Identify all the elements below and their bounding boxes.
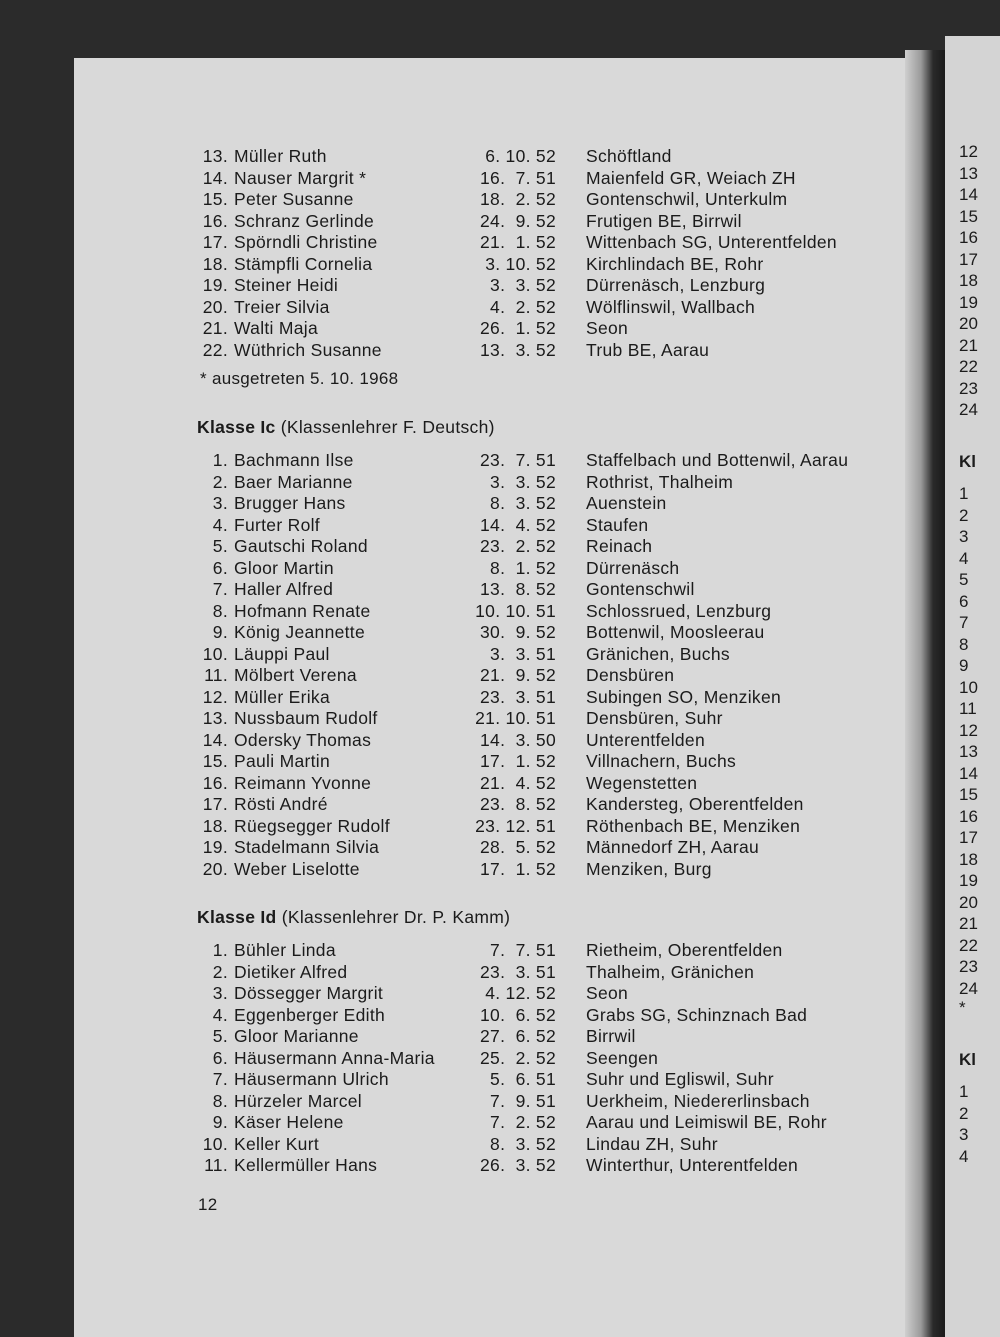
hometown-residence: Wegenstetten bbox=[586, 772, 698, 793]
birth-date: 8. 3. 52 bbox=[490, 1133, 556, 1154]
student-name: Dietiker Alfred bbox=[234, 961, 348, 982]
next-page-number: 22 bbox=[959, 357, 978, 376]
hometown-residence: Densbüren bbox=[586, 665, 675, 685]
student-name: Müller Erika bbox=[234, 686, 330, 707]
hometown-residence: Winterthur, Unterentfelden bbox=[586, 1155, 799, 1175]
hometown-residence: Wölflinswil, Wallbach bbox=[586, 296, 756, 317]
table-row bbox=[198, 514, 898, 536]
next-page-number: 14 bbox=[959, 763, 978, 783]
next-page-edge bbox=[945, 36, 1000, 1337]
student-name: Walti Maja bbox=[234, 318, 319, 338]
table-row bbox=[198, 793, 898, 815]
student-name: Nauser Margrit * bbox=[234, 167, 367, 188]
birth-date: 21. 1. 52 bbox=[480, 232, 556, 252]
row-number: 13. bbox=[202, 708, 228, 728]
table-row bbox=[198, 339, 898, 361]
student-name: Müller Ruth bbox=[234, 146, 327, 166]
next-page-number: 4 bbox=[959, 1146, 969, 1166]
row-number: 1. bbox=[212, 450, 228, 470]
table-row bbox=[198, 621, 898, 643]
row-number: 17. bbox=[202, 232, 228, 252]
table-row bbox=[198, 1111, 898, 1133]
student-name: Bachmann Ilse bbox=[234, 450, 354, 470]
birth-date: 23. 8. 52 bbox=[480, 794, 556, 814]
next-page-number: 12 bbox=[959, 720, 978, 740]
student-name: Schranz Gerlinde bbox=[234, 210, 375, 231]
student-name: Peter Susanne bbox=[234, 189, 354, 209]
next-page-number: 1 bbox=[959, 1082, 969, 1101]
birth-date: 23. 3. 51 bbox=[480, 686, 556, 707]
student-name: Läuppi Paul bbox=[234, 643, 330, 664]
birth-date: 8. 3. 52 bbox=[490, 493, 556, 513]
next-page-number: 3 bbox=[959, 1125, 969, 1144]
table-row bbox=[198, 1154, 898, 1176]
row-number: 16. bbox=[202, 772, 228, 793]
student-name: Odersky Thomas bbox=[234, 729, 372, 750]
table-row bbox=[198, 167, 898, 189]
row-number: 20. bbox=[202, 858, 228, 879]
hometown-residence: Rothrist, Thalheim bbox=[586, 471, 734, 492]
row-number: 15. bbox=[202, 751, 228, 771]
next-page-number: 4 bbox=[959, 548, 969, 568]
row-number: 22. bbox=[202, 339, 228, 360]
birth-date: 7. 7. 51 bbox=[490, 940, 556, 960]
row-number: 12. bbox=[202, 686, 228, 707]
row-number: 15. bbox=[202, 189, 228, 209]
next-page-heading: Kl bbox=[959, 1050, 976, 1069]
hometown-residence: Seon bbox=[586, 983, 629, 1003]
next-page-number: 20 bbox=[959, 314, 978, 333]
birth-date: 3. 3. 52 bbox=[490, 275, 556, 295]
table-row bbox=[198, 707, 898, 729]
class-teacher: (Klassenlehrer F. Deutsch) bbox=[280, 417, 495, 437]
next-page-number: 11 bbox=[959, 699, 977, 718]
class-teacher: (Klassenlehrer Dr. P. Kamm) bbox=[281, 907, 511, 927]
student-name: Treier Silvia bbox=[234, 296, 330, 317]
hometown-residence: Uerkheim, Niedererlinsbach bbox=[586, 1090, 810, 1111]
scanner-background-left bbox=[0, 0, 74, 1337]
table-row bbox=[198, 858, 898, 880]
row-number: 9. bbox=[212, 622, 228, 642]
hometown-residence: Seon bbox=[586, 318, 629, 338]
table-row bbox=[198, 1090, 898, 1112]
birth-date: 27. 6. 52 bbox=[480, 1026, 556, 1046]
student-name: Dössegger Margrit bbox=[234, 983, 384, 1003]
table-row bbox=[198, 557, 898, 579]
birth-date: 10. 10. 51 bbox=[475, 600, 556, 621]
birth-date: 25. 2. 52 bbox=[480, 1047, 556, 1068]
row-number: 10. bbox=[202, 643, 228, 664]
student-name: Baer Marianne bbox=[234, 471, 353, 492]
hometown-residence: Frutigen BE, Birrwil bbox=[586, 210, 742, 231]
table-row bbox=[198, 1068, 898, 1090]
student-name: Keller Kurt bbox=[234, 1133, 319, 1154]
birth-date: 14. 3. 50 bbox=[480, 729, 556, 750]
student-name: Haller Alfred bbox=[234, 579, 334, 599]
next-page-number: 13 bbox=[959, 742, 978, 761]
table-row bbox=[198, 772, 898, 794]
birth-date: 10. 6. 52 bbox=[480, 1004, 556, 1025]
hometown-residence: Gontenschwil, Unterkulm bbox=[586, 189, 788, 209]
birth-date: 3. 10. 52 bbox=[485, 253, 556, 274]
student-name: Mölbert Verena bbox=[234, 665, 357, 685]
row-number: 13. bbox=[202, 146, 228, 166]
next-page-number: 9 bbox=[959, 656, 969, 675]
table-row bbox=[198, 231, 898, 253]
birth-date: 23. 3. 51 bbox=[480, 961, 556, 982]
hometown-residence: Auenstein bbox=[586, 493, 667, 513]
student-name: Gloor Marianne bbox=[234, 1026, 359, 1046]
hometown-residence: Dürrenäsch bbox=[586, 557, 680, 578]
student-name: Weber Liselotte bbox=[234, 858, 360, 879]
birth-date: 14. 4. 52 bbox=[480, 514, 556, 535]
student-name: Rösti André bbox=[234, 794, 328, 814]
next-page-number: 21 bbox=[959, 335, 978, 355]
next-page-number: 3 bbox=[959, 527, 969, 546]
table-row bbox=[198, 145, 898, 167]
next-page-number: 22 bbox=[959, 935, 978, 955]
birth-date: 5. 6. 51 bbox=[490, 1069, 556, 1089]
table-row bbox=[198, 686, 898, 708]
birth-date: 8. 1. 52 bbox=[490, 557, 556, 578]
next-page-number: 19 bbox=[959, 292, 978, 312]
table-row bbox=[198, 449, 898, 471]
student-name: Kellermüller Hans bbox=[234, 1155, 378, 1175]
hometown-residence: Rietheim, Oberentfelden bbox=[586, 940, 783, 960]
row-number: 14. bbox=[202, 167, 228, 188]
birth-date: 13. 8. 52 bbox=[480, 579, 556, 599]
next-page-heading: Kl bbox=[959, 452, 976, 471]
row-number: 14. bbox=[202, 729, 228, 750]
row-number: 10. bbox=[202, 1133, 228, 1154]
next-page-number: 19 bbox=[959, 871, 978, 890]
row-number: 2. bbox=[212, 471, 228, 492]
next-page-number: 8 bbox=[959, 634, 969, 654]
table-row bbox=[198, 664, 898, 686]
row-number: 18. bbox=[202, 253, 228, 274]
next-page-number: 1 bbox=[959, 484, 969, 503]
birth-date: 21. 10. 51 bbox=[475, 708, 556, 728]
table-row bbox=[198, 210, 898, 232]
hometown-residence: Trub BE, Aarau bbox=[586, 339, 710, 360]
birth-date: 23. 2. 52 bbox=[480, 536, 556, 556]
hometown-residence: Reinach bbox=[586, 536, 653, 556]
hometown-residence: Densbüren, Suhr bbox=[586, 708, 723, 728]
next-page-number: 21 bbox=[959, 914, 978, 933]
next-page-number: 16 bbox=[959, 228, 978, 247]
table-row bbox=[198, 961, 898, 983]
table-row bbox=[198, 1025, 898, 1047]
birth-date: 13. 3. 52 bbox=[480, 339, 556, 360]
birth-date: 16. 7. 51 bbox=[480, 167, 556, 188]
row-number: 17. bbox=[202, 794, 228, 814]
table-row bbox=[198, 600, 898, 622]
next-page-number: 5 bbox=[959, 570, 969, 589]
student-name: Furter Rolf bbox=[234, 514, 320, 535]
student-name: Gloor Martin bbox=[234, 557, 334, 578]
row-number: 8. bbox=[212, 600, 228, 621]
hometown-residence: Schlossrued, Lenzburg bbox=[586, 600, 772, 621]
birth-date: 3. 3. 52 bbox=[490, 471, 556, 492]
hometown-residence: Seengen bbox=[586, 1047, 659, 1068]
hometown-residence: Menziken, Burg bbox=[586, 858, 712, 879]
student-name: Häusermann Anna-Maria bbox=[234, 1047, 435, 1068]
student-name: Stämpfli Cornelia bbox=[234, 253, 373, 274]
birth-date: 23. 12. 51 bbox=[475, 815, 556, 836]
row-number: 4. bbox=[212, 514, 228, 535]
hometown-residence: Staffelbach und Bottenwil, Aarau bbox=[586, 450, 849, 470]
klasse-id-heading bbox=[197, 907, 510, 928]
row-number: 19. bbox=[202, 837, 228, 857]
student-name: Nussbaum Rudolf bbox=[234, 708, 378, 728]
birth-date: 7. 9. 51 bbox=[490, 1090, 556, 1111]
next-page-number: 17 bbox=[959, 249, 978, 269]
next-page-number: 10 bbox=[959, 677, 978, 697]
table-row bbox=[198, 471, 898, 493]
table-row bbox=[198, 1047, 898, 1069]
hometown-residence: Subingen SO, Menziken bbox=[586, 686, 782, 707]
hometown-residence: Röthenbach BE, Menziken bbox=[586, 815, 801, 836]
birth-date: 23. 7. 51 bbox=[480, 450, 556, 470]
next-page-number: 15 bbox=[959, 206, 978, 226]
row-number: 3. bbox=[212, 983, 228, 1003]
row-number: 4. bbox=[212, 1004, 228, 1025]
hometown-residence: Dürrenäsch, Lenzburg bbox=[586, 275, 766, 295]
birth-date: 17. 1. 52 bbox=[480, 751, 556, 771]
row-number: 7. bbox=[212, 579, 228, 599]
hometown-residence: Maienfeld GR, Weiach ZH bbox=[586, 167, 796, 188]
next-page-number: 17 bbox=[959, 828, 978, 847]
row-number: 9. bbox=[212, 1112, 228, 1132]
row-number: 2. bbox=[212, 961, 228, 982]
next-page-asterisk: * bbox=[959, 998, 966, 1017]
table-row bbox=[198, 1004, 898, 1026]
next-page-number: 18 bbox=[959, 271, 978, 290]
next-page-number: 20 bbox=[959, 892, 978, 912]
row-number: 3. bbox=[212, 493, 228, 513]
birth-date: 18. 2. 52 bbox=[480, 189, 556, 209]
student-name: Bühler Linda bbox=[234, 940, 336, 960]
student-name: Brugger Hans bbox=[234, 493, 346, 513]
table-row bbox=[198, 188, 898, 210]
row-number: 8. bbox=[212, 1090, 228, 1111]
student-name: Hofmann Renate bbox=[234, 600, 371, 621]
student-name: Wüthrich Susanne bbox=[234, 339, 382, 360]
birth-date: 4. 2. 52 bbox=[490, 296, 556, 317]
birth-date: 4. 12. 52 bbox=[485, 983, 556, 1003]
hometown-residence: Lindau ZH, Suhr bbox=[586, 1133, 718, 1154]
next-page-number: 15 bbox=[959, 785, 978, 804]
student-name: Eggenberger Edith bbox=[234, 1004, 386, 1025]
student-name: Stadelmann Silvia bbox=[234, 837, 380, 857]
hometown-residence: Männedorf ZH, Aarau bbox=[586, 837, 760, 857]
table-row bbox=[198, 1133, 898, 1155]
table-row bbox=[198, 274, 898, 296]
next-page-number: 13 bbox=[959, 163, 978, 183]
next-page-number: 23 bbox=[959, 957, 978, 976]
table-row bbox=[198, 982, 898, 1004]
table-row bbox=[198, 836, 898, 858]
next-page-number: 18 bbox=[959, 849, 978, 869]
table-row bbox=[198, 492, 898, 514]
student-name: Rüegsegger Rudolf bbox=[234, 815, 390, 836]
next-page-number: 2 bbox=[959, 505, 969, 525]
student-name: Häusermann Ulrich bbox=[234, 1069, 389, 1089]
row-number: 1. bbox=[212, 940, 228, 960]
row-number: 6. bbox=[212, 1047, 228, 1068]
next-page-number: 14 bbox=[959, 185, 978, 204]
row-number: 11. bbox=[204, 1155, 228, 1175]
hometown-residence: Unterentfelden bbox=[586, 729, 706, 750]
table-row bbox=[198, 643, 898, 665]
row-number: 7. bbox=[212, 1069, 228, 1089]
birth-date: 21. 4. 52 bbox=[480, 772, 556, 793]
hometown-residence: Bottenwil, Moosleerau bbox=[586, 622, 765, 642]
table-row bbox=[198, 815, 898, 837]
hometown-residence: Gränichen, Buchs bbox=[586, 643, 730, 664]
table-row bbox=[198, 939, 898, 961]
hometown-residence: Thalheim, Gränichen bbox=[586, 961, 755, 982]
next-page-number: 12 bbox=[959, 142, 978, 161]
hometown-residence: Kandersteg, Oberentfelden bbox=[586, 794, 804, 814]
hometown-residence: Aarau und Leimiswil BE, Rohr bbox=[586, 1112, 827, 1132]
next-page-number: 16 bbox=[959, 806, 978, 826]
student-name: Pauli Martin bbox=[234, 751, 330, 771]
birth-date: 3. 3. 51 bbox=[490, 643, 556, 664]
student-name: Gautschi Roland bbox=[234, 536, 368, 556]
birth-date: 17. 1. 52 bbox=[480, 858, 556, 879]
klasse-ic-heading bbox=[197, 417, 495, 438]
row-number: 20. bbox=[202, 296, 228, 317]
row-number: 5. bbox=[212, 536, 228, 556]
hometown-residence: Wittenbach SG, Unterentfelden bbox=[586, 232, 837, 252]
birth-date: 26. 1. 52 bbox=[480, 318, 556, 338]
table-row bbox=[198, 296, 898, 318]
next-page-number: 24 bbox=[959, 978, 978, 998]
student-name: Hürzeler Marcel bbox=[234, 1090, 362, 1111]
hometown-residence: Gontenschwil bbox=[586, 579, 695, 599]
hometown-residence: Staufen bbox=[586, 514, 649, 535]
student-name: Steiner Heidi bbox=[234, 275, 339, 295]
next-page-number: 7 bbox=[959, 613, 969, 632]
book-spine-shadow bbox=[905, 50, 945, 1337]
footnote-withdrawn: * ausgetreten 5. 10. 1968 bbox=[200, 369, 399, 388]
student-name: König Jeannette bbox=[234, 622, 365, 642]
scanner-background-top bbox=[0, 0, 1000, 58]
birth-date: 7. 2. 52 bbox=[490, 1112, 556, 1132]
birth-date: 6. 10. 52 bbox=[485, 146, 556, 166]
table-row bbox=[198, 750, 898, 772]
next-page-number: 24 bbox=[959, 400, 978, 419]
birth-date: 26. 3. 52 bbox=[480, 1155, 556, 1175]
table-row bbox=[198, 535, 898, 557]
row-number: 19. bbox=[202, 275, 228, 295]
row-number: 21. bbox=[202, 318, 228, 338]
hometown-residence: Villnachern, Buchs bbox=[586, 751, 737, 771]
table-row bbox=[198, 729, 898, 751]
hometown-residence: Schöftland bbox=[586, 146, 672, 166]
hometown-residence: Birrwil bbox=[586, 1026, 636, 1046]
table-row bbox=[198, 578, 898, 600]
next-page-number: 6 bbox=[959, 591, 969, 611]
class-title: Klasse Ic bbox=[197, 417, 276, 437]
row-number: 11. bbox=[204, 665, 228, 685]
student-name: Käser Helene bbox=[234, 1112, 344, 1132]
class-title: Klasse Id bbox=[197, 907, 277, 927]
page-number: 12 bbox=[198, 1195, 218, 1214]
birth-date: 21. 9. 52 bbox=[480, 665, 556, 685]
birth-date: 30. 9. 52 bbox=[480, 622, 556, 642]
table-row bbox=[198, 317, 898, 339]
next-page-number: 23 bbox=[959, 378, 978, 398]
hometown-residence: Suhr und Egliswil, Suhr bbox=[586, 1069, 774, 1089]
hometown-residence: Grabs SG, Schinznach Bad bbox=[586, 1004, 808, 1025]
student-name: Reimann Yvonne bbox=[234, 772, 372, 793]
hometown-residence: Kirchlindach BE, Rohr bbox=[586, 253, 764, 274]
row-number: 6. bbox=[212, 557, 228, 578]
row-number: 16. bbox=[202, 210, 228, 231]
student-name: Spörndli Christine bbox=[234, 232, 378, 252]
birth-date: 24. 9. 52 bbox=[480, 210, 556, 231]
table-row bbox=[198, 253, 898, 275]
document-page bbox=[74, 58, 926, 1337]
birth-date: 28. 5. 52 bbox=[480, 837, 556, 857]
row-number: 5. bbox=[212, 1026, 228, 1046]
row-number: 18. bbox=[202, 815, 228, 836]
next-page-number: 2 bbox=[959, 1103, 969, 1123]
